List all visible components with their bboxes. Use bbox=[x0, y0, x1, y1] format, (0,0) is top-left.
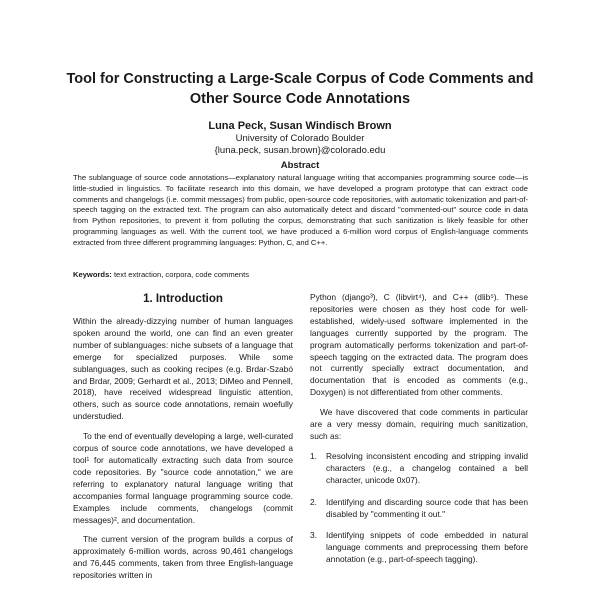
intro-paragraph-1: Within the already-dizzying number of human languages spoken around the world, one can find an even greater number of sublanguages: niche subsets of a language that emerge for specialized purposes. While some sublanguages, such as cooking recipes (e.g. Brdar-Szabó and Brdar, 2009; Gerhardt et al., 2013; DiMeo and Pennell, 2018), have received widespread linguistic attention, others, such as source code annotations, remain woefully understudied. bbox=[73, 316, 293, 422]
intro-paragraph-4: Python (django³), C (libvirt⁴), and C++ (dlib⁵). These repositories were chosen as they host code for well-established, widely-used software implemented in the languages currently supported by the program. The program automatically performs tokenization and part-of-speech tagging on the extracted data. The program does not currently specially extract documentation, and documentation that is encoded as comments (e.g., Doxygen) is not differentiated from other comments. bbox=[310, 292, 528, 398]
list-item-text: Identifying and discarding source code that has been disabled by "commenting it out." bbox=[326, 496, 528, 519]
intro-paragraph-3: The current version of the program builds a corpus of approximately 6-million words, across 90,461 changelogs and 76,445 comments, taken from three English-language repositories written in bbox=[73, 534, 293, 581]
keywords-list: text extraction, corpora, code comments bbox=[111, 270, 249, 279]
abstract-heading: Abstract bbox=[280, 160, 320, 171]
list-item-number: 2. bbox=[310, 496, 317, 507]
authors: Luna Peck, Susan Windisch Brown bbox=[208, 120, 392, 132]
left-column bbox=[73, 292, 293, 590]
email: {luna.peck, susan.brown}@colorado.edu bbox=[214, 145, 386, 156]
paper-title bbox=[60, 69, 540, 109]
title-line-1: Tool for Constructing a Large-Scale Corpus of Code Comments and bbox=[66, 71, 534, 87]
list-item bbox=[310, 530, 528, 566]
list-item-text: Identifying snippets of code embedded in natural language comments and preprocessing them before annotation (e.g., part-of-speech tagging). bbox=[326, 530, 528, 565]
title-line-2: Other Source Code Annotations bbox=[189, 91, 411, 107]
keywords-label: Keywords: bbox=[73, 270, 112, 279]
intro-paragraph-5: We have discovered that code comments in particular are a very messy domain, requiring much sanitization, such as: bbox=[310, 407, 528, 441]
list-item bbox=[310, 497, 528, 521]
right-column bbox=[310, 292, 528, 576]
list-item-number: 3. bbox=[310, 530, 317, 541]
list-item bbox=[310, 451, 528, 487]
section-heading-introduction: 1. Introduction bbox=[143, 293, 223, 305]
affiliation-block bbox=[100, 133, 500, 157]
list-item-number: 1. bbox=[310, 450, 317, 461]
abstract-text: The sublanguage of source code annotations—explanatory natural language writing that accompanies programming source code—is little-studied in linguistics. To facilitate research into this domain, we have developed a program prototype that can extract code comments and changelogs (i.e. commit messages) from public, open-source code repositories, with automatic tokenization and part-of-speech tagging on the extracted text. The program can also automatically detect and discard "commented-out" source code in data from Python repositories, to prevent it from polluting the corpus, demonstrating that such sanitization is likely feasible for other programming languages as well. With the current tool, we have produced a 6-million word corpus of English-language comments extracted from three different programming languages: Python, C, and C++. bbox=[73, 173, 528, 247]
sanitization-list bbox=[310, 451, 528, 566]
keywords bbox=[73, 270, 528, 280]
list-item-text: Resolving inconsistent encoding and stripping invalid characters (e.g., a changelog contained a bell character, unicode 0x07). bbox=[326, 450, 528, 485]
intro-paragraph-2: To the end of eventually developing a large, well-curated corpus of source code annotations, we have developed a tool¹ for automatically extracting such data from source code repositories. By "source code annotation," we are referring to explanatory natural language writing that accompanies formal language programming source code. Examples include comments, changelogs (commit messages)², and documentation. bbox=[73, 431, 293, 525]
affiliation: University of Colorado Boulder bbox=[235, 133, 365, 144]
